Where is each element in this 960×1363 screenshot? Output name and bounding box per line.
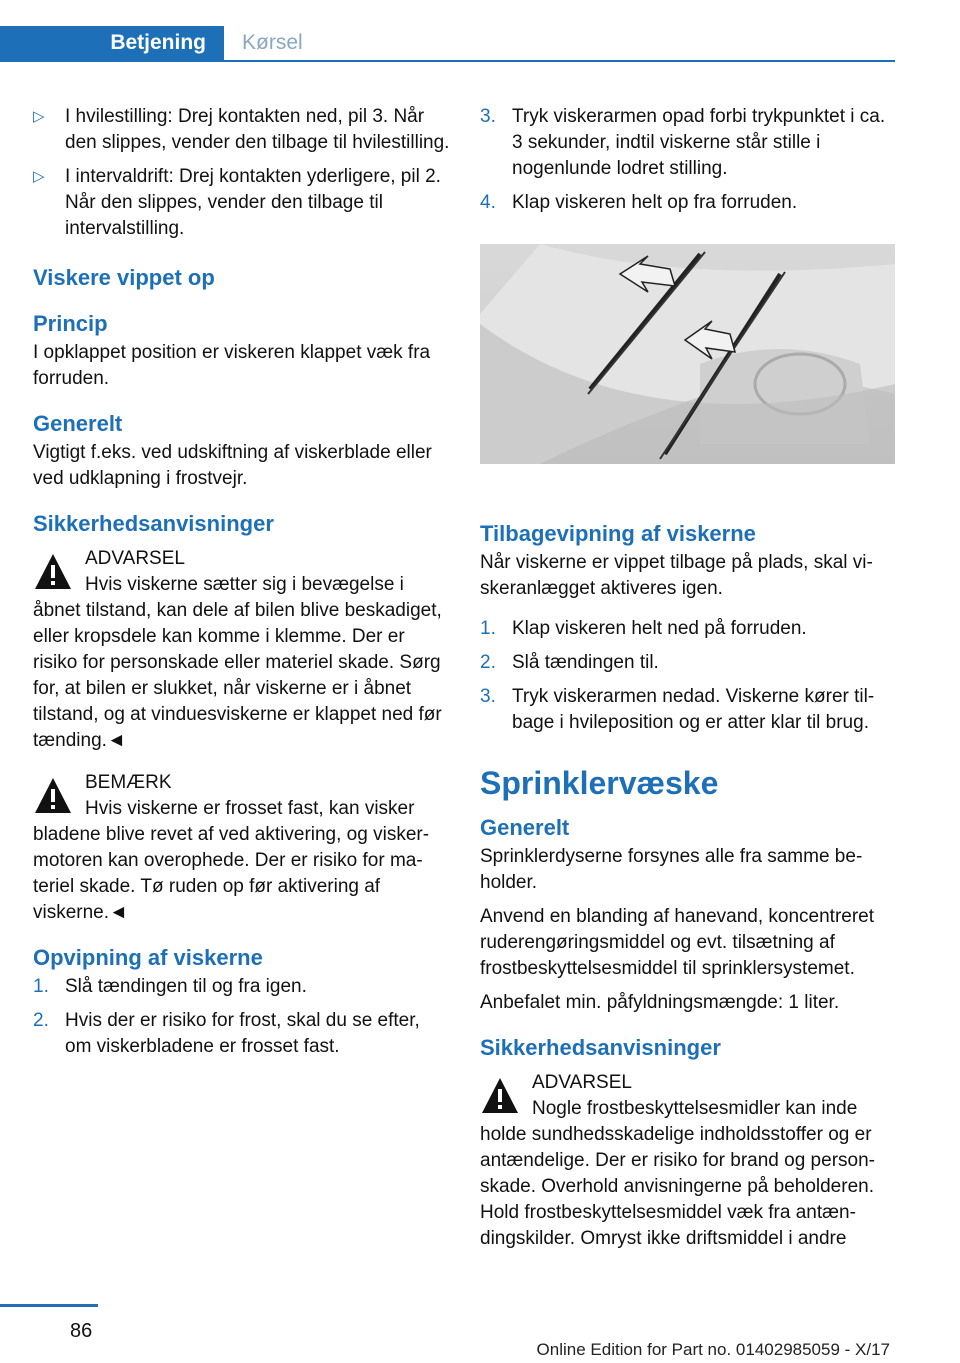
sprinkler-title: Sprinklervæske — [480, 765, 719, 801]
sprinkler-safety-heading: Sikkerhedsanvisninger — [480, 1035, 721, 1060]
tab-betjening[interactable]: Betjening — [0, 26, 224, 60]
warning-title: ADVARSEL — [532, 1072, 632, 1093]
notice-first-line: Hvis viskerne er frosset fast, kan visker — [85, 798, 415, 819]
princip-heading: Princip — [33, 311, 108, 336]
opvipning-steps-continued — [480, 104, 895, 216]
opvipning-steps — [33, 974, 451, 1060]
tilbagevipning-steps — [480, 616, 895, 736]
list-item: 1. Klap viskeren helt ned på forruden. — [480, 618, 807, 639]
sprinkler-p1: Sprinklerdyserne forsynes alle fra samme beholder. — [480, 846, 863, 893]
wiper-illustration — [480, 244, 895, 464]
tilbagevipning-text: Når viskerne er vippet tilbage på plads, skal viskeranlægget aktiveres igen. — [480, 552, 873, 599]
safety-heading: Sikkerhedsanvisninger — [33, 511, 274, 536]
section-title: Viskere vippet op — [33, 265, 215, 290]
warning-title: ADVARSEL — [85, 548, 185, 569]
tilbagevipning-heading: Tilbagevipning af viskerne — [480, 521, 756, 546]
generelt-text: Vigtigt f.eks. ved udskiftning af viskerblade eller ved udklapning i frostvejr. — [33, 442, 432, 489]
page-number: 86 — [70, 1320, 93, 1342]
princip-text: I opklappet position er viskeren klappet væk fra forruden. — [33, 342, 431, 389]
list-item: 2. Hvis der er risiko for frost, skal du se efter, om viskerbladene er frosset fast. — [33, 1010, 420, 1057]
list-item: 1. Slå tændingen til og fra igen. — [33, 976, 307, 997]
sprinkler-generelt-heading: Generelt — [480, 815, 570, 840]
sprinkler-p3: Anbefalet min. påfyldningsmængde: 1 liter. — [480, 992, 840, 1013]
list-item: 2. Slå tændingen til. — [480, 652, 659, 673]
warning-first-line: Nogle frostbeskyttelsesmidler kan inde — [532, 1098, 858, 1119]
sprinkler-p2: Anvend en blanding af hanevand, koncentreret ruderengøringsmiddel og evt. tilsætning af frostbeskyttelsesmiddel til sprinklersystemet. — [480, 906, 875, 979]
warning-icon — [33, 552, 73, 592]
warning-icon — [480, 1076, 520, 1116]
notice-title: BEMÆRK — [85, 772, 172, 793]
list-item: 3. Tryk viskerarmen opad forbi trykpunktet i ca. 3 sekunder, indtil viskerne står stille i nogenlunde lodret stilling. — [480, 106, 886, 179]
warning-text: holde sundhedsskadelige indholdsstoffer og er antændelige. Der er risiko for brand og personskade. Overhold anvisningerne på beholderen. Hold frostbeskyttelsesmiddel væk fra antændingskilder. Omryst ikke driftsmiddel i andre — [480, 1124, 875, 1249]
notice-block — [33, 770, 451, 926]
footer-edition: Online Edition for Part no. 01402985059 - X/17 — [536, 1340, 890, 1359]
list-item: ▷ I intervaldrift: Drej kontakten yderligere, pil 2. Når den slippes, vender den tilbage til intervalstilling. — [33, 166, 441, 239]
list-item: 4. Klap viskeren helt op fra forruden. — [480, 192, 798, 213]
header-bar — [0, 26, 895, 62]
warning-text: åbnet tilstand, kan dele af bilen blive beskadiget, eller kropsdele kan komme i klemme. Der er risiko for personskade eller materiel skade. Sørg for, at bilen er slukket, når viskerne er i åbnet tilstand, og at vinduesviskerne er klappet ned før tænding.◄ — [33, 600, 442, 751]
warning-icon — [33, 776, 73, 816]
list-item: 3. Tryk viskerarmen nedad. Viskerne kører tilbage i hvileposition og er atter klar til brug. — [480, 686, 875, 733]
header-rule — [0, 60, 895, 62]
warning-first-line: Hvis viskerne sætter sig i bevægelse i — [85, 574, 404, 595]
right-column — [480, 104, 895, 1268]
opvipning-heading: Opvipning af viskerne — [33, 945, 263, 970]
notice-text: bladene blive revet af ved aktivering, og viskermotoren kan overophede. Der er risiko for materiel skade. Tø ruden op før aktivering af viskerne.◄ — [33, 824, 430, 923]
warning-block — [33, 546, 451, 754]
footer-rule — [0, 1304, 98, 1307]
triangle-bullet-icon: ▷ — [33, 108, 45, 125]
generelt-heading: Generelt — [33, 411, 123, 436]
bullet-list — [33, 104, 451, 242]
left-column — [33, 104, 451, 1068]
tab-korsel[interactable]: Kørsel — [242, 31, 303, 54]
list-item: ▷ I hvilestilling: Drej kontakten ned, pil 3. Når den slippes, vender den tilbage til hvilestilling. — [33, 106, 450, 153]
triangle-bullet-icon: ▷ — [33, 168, 45, 185]
sprinkler-warning-block — [480, 1070, 895, 1252]
